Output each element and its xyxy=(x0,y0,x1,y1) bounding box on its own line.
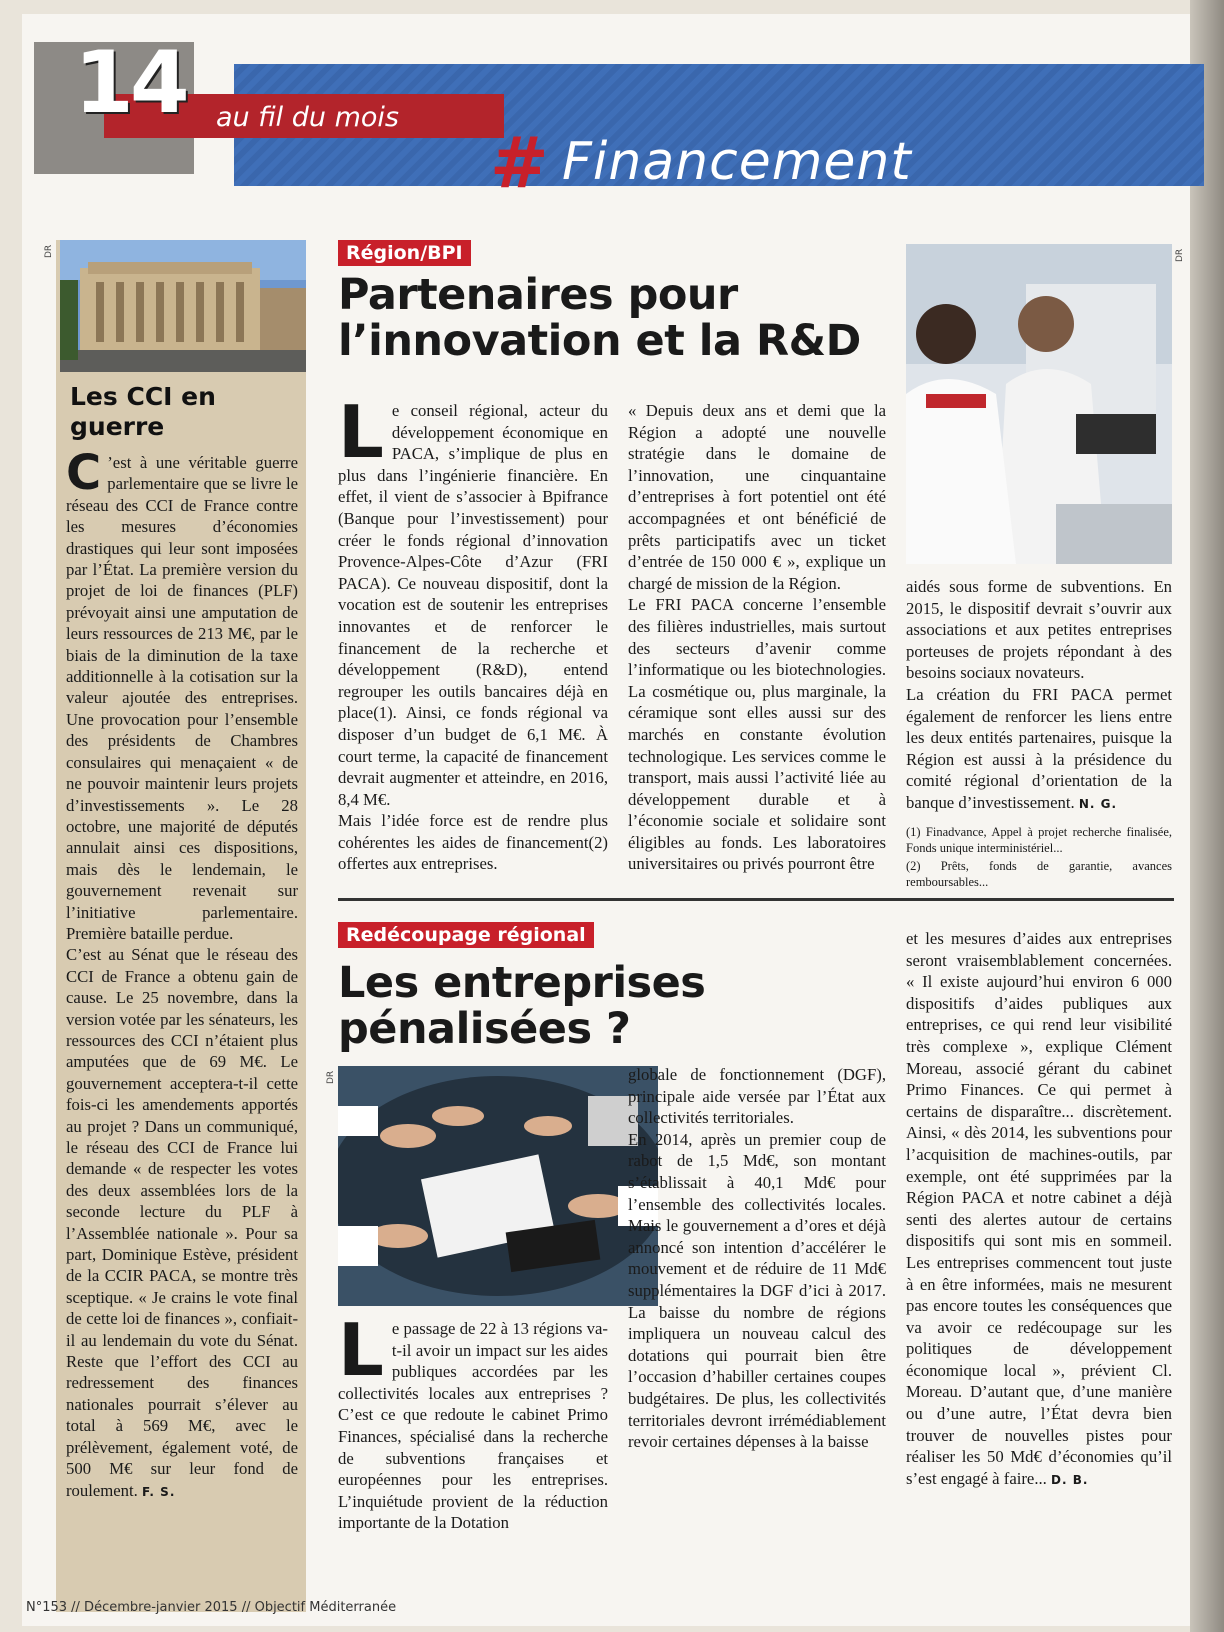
article-paragraph: La création du FRI PACA permet également de renforcer les liens entre les deux entités partenaires, puisque la Région est aussi à la présidence du comité régional d’orientation de la banque d’investissement. N. G. xyxy=(906,684,1172,812)
page-footer: N°153 // Décembre-janvier 2015 // Objectif Méditerranée xyxy=(26,1600,397,1615)
stock-exchange-photo xyxy=(60,240,306,372)
article1-column-3 xyxy=(906,576,1172,890)
section-header xyxy=(34,32,1194,204)
sidebar-title: Les CCI en guerre xyxy=(70,382,216,441)
article-paragraph: Mais l’idée force est de rendre plus cohérentes les aides de financement(2) offertes aux entreprises. xyxy=(338,811,608,874)
article-paragraph: En 2014, après un premier coup de rabot de 1,5 Md€, son montant s’établissait à 40,1 Md€ pour l’ensemble des collectivités locales. Mais le gouvernement a d’ores et déjà annoncé son intention d’accélérer le mouvement et de réduire de 11 Md€ supplémentaires la DGF d’ici à 2017. La baisse du nombre de régions impliquera un nouveau calcul des dotations qui pourrait bien être l’occasion d’habiller certaines coupes budgétaires. De plus, les collectivités territoriales devront irrémédiablement revoir certaines dépenses à la baisse xyxy=(628,1129,886,1452)
signature: D. B. xyxy=(1051,1472,1089,1487)
page-edge xyxy=(1190,0,1224,1632)
article-paragraph: Le conseil régional, acteur du développement économique en PACA, s’implique de plus en plus dans l’ingénierie financière. En effet, il vient de s’associer à Bpifrance (Banque pour l’investissement) pour créer le fonds régional d’innovation Provence-Alpes-Côte d’Azur (FRI PACA). Ce nouveau dispositif, dont la vocation est de soutenir les entreprises innovantes et de renforcer le financement de la recherche et développement (R&D), entend regrouper les outils bancaires déjà en place(1). Ainsi, ce fonds régional va disposer d’un budget de 6,1 M€. À court terme, la capacité de financement devrait augmenter et atteindre, en 2016, 8,4 M€. xyxy=(338,390,608,809)
article2-column-1 xyxy=(338,1308,608,1534)
article2-column-3 xyxy=(906,928,1172,1491)
header-kicker: au fil du mois xyxy=(216,102,399,133)
article-paragraph: et les mesures d’aides aux entreprises seront vraisemblablement concernées. « Il existe aujourd’hui environ 6 000 dispositifs d’aides publiques aux entreprises, ce qui rend leur visibilité très complexe », explique Clément Moreau, associé gérant du cabinet Primo Finances. Ce qui permet à certains de disparaître... discrètement. Ainsi, « dès 2014, les subventions pour l’acquisition de machines-outils, par exemple, ont été supprimées par la Région PACA et notre cabinet a déjà senti des alertes autour de certains dispositifs qui sont mis en sommeil. Les entreprises commencent tout juste à en être informées, mais ne mesurent pas encore toutes les conséquences que va avoir ce redécoupage sur les politiques de développement économique local », prévient Cl. Moreau. D’autant que, d’une manière ou d’une autre, l’État devra bien trouver de nouvelles pistes pour réaliser les 50 Md€ d’économies qu’il s’est engagé à faire... D. B. xyxy=(906,929,1172,1488)
photo-credit: DR xyxy=(326,1070,336,1084)
lab-photo xyxy=(906,244,1172,564)
hash-icon: # xyxy=(490,122,549,204)
section-title: Financement xyxy=(562,132,912,192)
sidebar-paragraph: C ’est à une véritable guerre parlementaire que se livre le réseau des CCI de France contre les mesures d’économies drastiques qui leur sont imposées par l’État. La première version du projet de loi de finances (PLF) prévoyait ainsi une amputation de leurs ressources de 213 M€, par le biais de la diminution de la taxe additionnelle à la cotisation sur la valeur ajoutée des entreprises. Une provocation pour l’ensemble des présidents de Chambres consulaires qui menaçaient « de ne pouvoir maintenir leurs projets d’investissements ». Le 28 octobre, une majorité de députés annulait ainsi ces dispositions, mais dès le lendemain, le gouvernement revenait sur l’initiative parlementaire. Première bataille perdue. xyxy=(66,445,298,943)
article-tag: Redécoupage régional xyxy=(338,922,594,948)
signature: N. G. xyxy=(1078,796,1118,811)
article-paragraph: Le passage de 22 à 13 régions va-t-il avoir un impact sur les aides publiques accordées par les collectivités locales aux entreprises ? C’est ce que redoute le cabinet Primo Finances, spécialisé dans la recherche de subventions françaises et européennes pour les entreprises. L’inquiétude provient de la réduction importante de la Dotation xyxy=(338,1308,608,1533)
footnote: (1) Finadvance, Appel à projet recherche finalisée, Fonds unique interministériel... xyxy=(906,824,1172,855)
footnote: (2) Prêts, fonds de garantie, avances remboursables... xyxy=(906,858,1172,889)
photo-credit: DR xyxy=(44,244,54,258)
article-headline: Les entreprises pénalisées ? xyxy=(338,958,706,1055)
article-headline: Partenaires pour l’innovation et la R&D xyxy=(338,270,861,367)
photo-credit: DR xyxy=(1175,248,1185,262)
article-paragraph: globale de fonctionnement (DGF), principale aide versée par l’État aux collectivités territoriales. xyxy=(628,1065,886,1128)
drop-cap: C xyxy=(66,445,102,501)
article-paragraph: Le FRI PACA concerne l’ensemble des filières industrielles, mais surtout des secteurs d’avenir comme l’informatique ou les biotechnologies. La cosmétique ou, plus marginale, la céramique sont elles aussi sur des marchés en constante évolution technologique. Les services comme le transport, mais aussi l’activité liée au développement durable et à l’économie sociale et solidaire sont éligibles au fonds. Les laboratoires universitaires ou privés pourront être xyxy=(628,595,886,874)
sidebar-body xyxy=(66,445,298,1503)
drop-cap: L xyxy=(338,1308,384,1392)
article-tag: Région/BPI xyxy=(338,240,471,266)
page-number: 14 xyxy=(74,33,186,133)
article1-column-2 xyxy=(628,400,886,875)
article-paragraph: aidés sous forme de subventions. En 2015, le dispositif devrait s’ouvrir aux associations et aux petites entreprises porteuses de projets répondant à des besoins sociaux novateurs. xyxy=(906,577,1172,683)
article2-column-2 xyxy=(628,1064,886,1453)
sidebar-paragraph: C’est au Sénat que le réseau des CCI de France a obtenu gain de cause. Le 25 novembre, dans la version votée par les sénateurs, les ressources des CCI n’étaient plus amputées que de 69 M€. Le gouvernement acceptera-t-il cette fois-ci les amendements apportés au projet ? Dans un communiqué, le réseau des CCI de France lui demande « de respecter les votes des deux assemblées lors de la seconde lecture du PLF à l’Assemblée nationale ». Pour sa part, Dominique Estève, président de la CCIR PACA, se montre très sceptique. « Je crains le vote final de cette loi de finances », confiait-il au lendemain du vote du Sénat. Reste que l’effort des CCI au redressement des finances nationales pourrait s’élever au total à 569 M€, avec le prélèvement, également voté, de 500 M€ sur leur fond de roulement. F. S. xyxy=(66,945,298,1500)
sidebar-box xyxy=(44,240,306,1612)
signature: F. S. xyxy=(142,1484,176,1499)
drop-cap: L xyxy=(338,390,384,474)
article1-column-1 xyxy=(338,390,608,875)
article-divider xyxy=(338,898,1174,901)
meeting-photo xyxy=(338,1066,658,1306)
article-paragraph: « Depuis deux ans et demi que la Région a adopté une nouvelle stratégie dans le domaine de l’innovation, une cinquantaine d’entreprises à fort potentiel ont été accompagnées et ont bénéficié de prêts participatifs avec un ticket d’entrée de 150 000 € », explique un chargé de mission de la Région. xyxy=(628,401,886,593)
